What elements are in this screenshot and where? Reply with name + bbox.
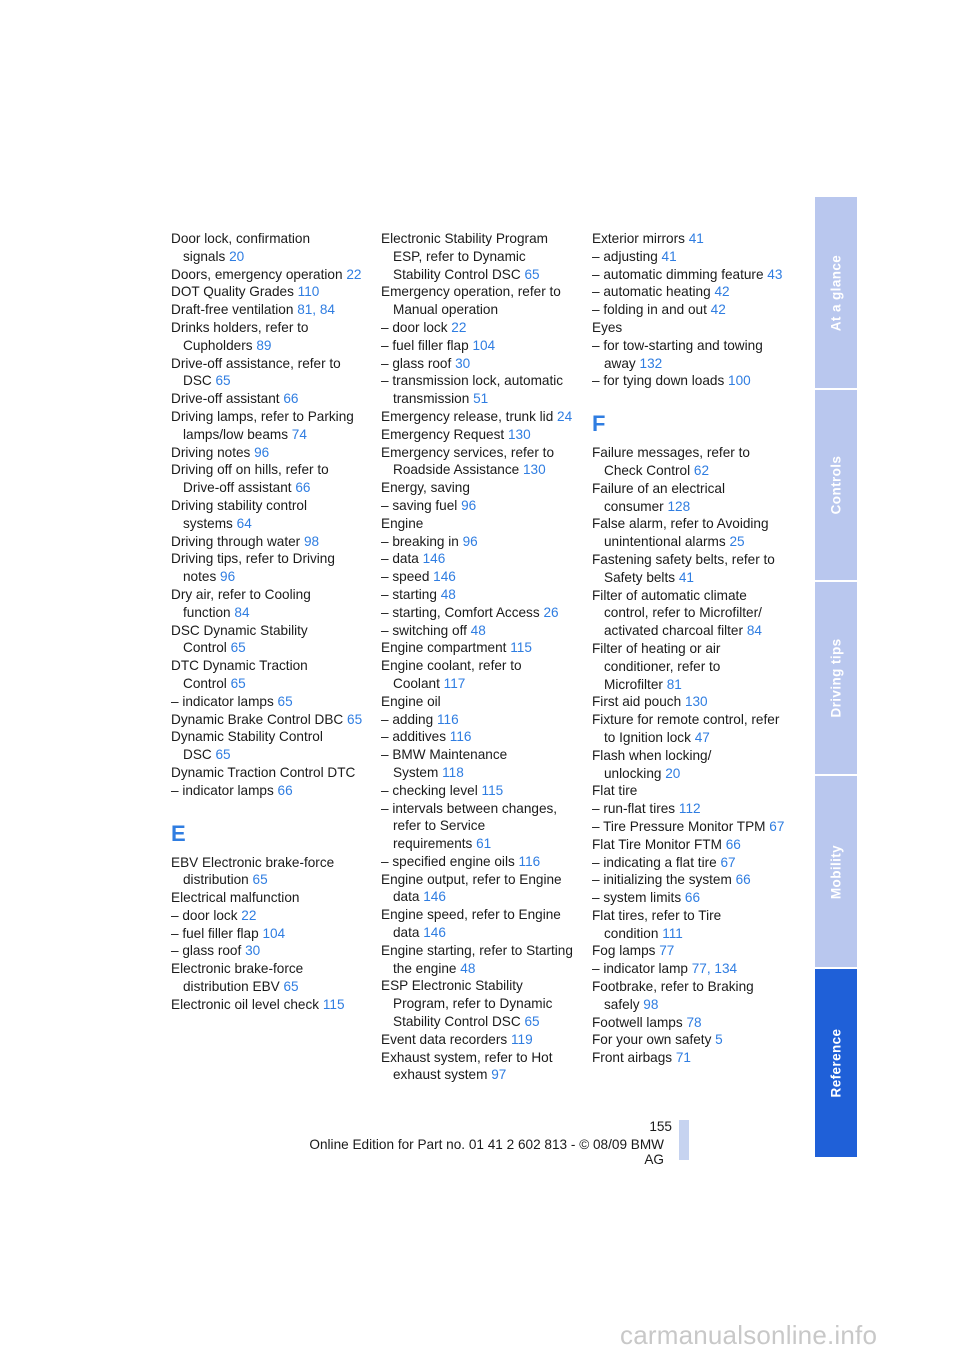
page-reference[interactable]: 62 [693,462,710,478]
entry-term: – specified engine oils [381,853,515,869]
tab-driving-tips[interactable] [815,582,857,774]
entry-term: Draft-free ventilation [171,302,294,318]
index-entry [592,480,788,516]
entry-term: Electronic oil level check [171,996,320,1012]
tab-label: At a glance [828,254,844,331]
index-entry [592,889,788,907]
entry-term: Driving lamps, refer to Parking lamps/low beams [171,408,354,442]
entry-term: Exterior mirrors [592,231,685,246]
page-reference[interactable]: 146 [423,889,446,905]
page-reference[interactable]: 65 [347,711,363,727]
tab-label: Mobility [828,844,844,899]
index-entry [592,747,788,783]
page-reference[interactable]: 65 [215,747,231,763]
entry-term: Drive-off assistance, refer to DSC [171,355,341,389]
entry-term: – initializing the system [592,872,732,888]
entry-term: DOT Quality Grades [171,284,294,300]
entry-term: – for tying down loads [592,373,725,389]
entry-term: – glass roof [381,355,452,371]
index-entry [592,319,788,337]
entry-term: – speed [381,569,430,585]
entry-term: Failure messages, refer to Check Control [592,445,750,478]
index-entry [171,586,363,622]
page-reference[interactable]: 20 [665,765,681,781]
page-reference[interactable]: 47 [694,729,710,745]
index-entry [381,426,577,444]
page-reference[interactable]: 115 [481,782,504,798]
page-reference[interactable]: 96 [461,497,477,513]
index-entry [381,800,577,853]
index-entry [171,283,363,301]
page-reference[interactable]: 115 [322,996,345,1012]
entry-term: – adding [381,711,434,727]
page-reference[interactable]: 48 [440,586,456,602]
page-reference[interactable]: 130 [522,462,546,478]
index-entry [171,960,363,996]
page-reference[interactable]: 119 [510,1031,533,1047]
index-entry [592,711,788,747]
tab-at-a-glance[interactable] [815,197,857,388]
entry-term: DTC Dynamic Traction Control [171,658,308,691]
entry-term: Dynamic Stability Control DSC [171,729,323,763]
page-reference[interactable]: 24 [557,408,573,424]
entry-term: – fuel filler flap [381,337,469,353]
page-reference[interactable]: 30 [245,943,261,959]
entry-term: Emergency release, trunk lid [381,408,554,424]
index-entry [381,533,577,551]
entry-term: – transmission lock, automatic transmission [381,373,564,407]
page-reference[interactable]: 96 [462,533,478,549]
entry-term: Emergency operation, refer to Manual operation [381,284,561,318]
index-entry [171,996,363,1014]
index-entry [381,337,577,355]
index-entry [381,586,577,604]
page-reference[interactable]: 117 [443,675,466,691]
entry-term: – data [381,551,419,567]
index-entry [171,444,363,462]
entry-term: DSC Dynamic Stability Control [171,622,308,656]
page-reference[interactable]: 89 [256,337,272,353]
entry-term: Emergency Request [381,426,505,442]
index-entry [381,479,577,497]
footer-edition-note: Online Edition for Part no. 01 41 2 602 813 - © 08/09 BMW AG [309,1137,664,1167]
entry-term: Electrical malfunction [171,890,300,906]
page-reference[interactable]: 65 [215,373,231,389]
entry-term: – checking level [381,782,478,798]
entry-term: – indicator lamps [171,782,274,798]
entry-term: Flash when locking/ unlocking [592,747,712,781]
index-entry [381,568,577,586]
entry-term: Failure of an electrical consumer [592,480,725,514]
entry-term: Engine starting, refer to Starting the engine [381,942,573,976]
entry-term: Dynamic Brake Control DBC [171,711,344,727]
index-entry [171,266,363,284]
index-entry [171,390,363,408]
index-entry [171,657,363,693]
index-entry [592,283,788,301]
entry-term: Filter of automatic climate control, refer to Microfilter/ activated charcoal filter [592,587,762,639]
page-reference[interactable]: 112 [678,801,701,817]
page-reference[interactable]: 104 [472,337,496,353]
page-reference[interactable]: 111 [662,925,683,941]
index-entry [381,906,577,942]
entry-term: Driving tips, refer to Driving notes [171,551,335,585]
index-entry [381,355,577,373]
entry-term: Engine output, refer to Engine data [381,871,562,905]
index-entry [171,942,363,960]
index-entry [381,622,577,640]
section-letter: E [171,820,186,846]
page-reference[interactable]: 98 [643,996,659,1012]
entry-term: Driving notes [171,444,251,460]
entry-term: Footwell lamps [592,1014,683,1030]
entry-term: Driving through water [171,533,301,549]
index-entry [381,782,577,800]
page-reference[interactable]: 130 [507,426,531,442]
entry-term: Dynamic Traction Control DTC [171,764,356,780]
entry-term: ESP Electronic Stability Program, refer to Dynamic Stability Control DSC [381,978,553,1030]
index-entry [381,746,577,782]
index-entry [171,408,363,444]
index-entry [592,587,788,640]
page-reference[interactable]: 43 [767,266,783,282]
index-entry [381,283,577,319]
section-tabs [815,197,857,1159]
entry-term: – additives [381,729,446,745]
index-entry [381,657,577,693]
entry-term: Dry air, refer to Cooling function [171,586,311,620]
entry-term: Driving stability control systems [171,497,307,531]
entry-term: Door lock, confirmation signals [171,231,311,264]
entry-term: – automatic heating [592,284,711,300]
entry-term: Engine speed, refer to Engine data [381,907,561,941]
page-reference[interactable]: 84 [234,604,250,620]
index-entry [381,515,577,533]
entry-term: Exhaust system, refer to Hot exhaust system [381,1049,553,1083]
page-reference[interactable]: 110 [297,284,320,300]
entry-term: – indicating a flat tire [592,854,717,870]
entry-term: – door lock [171,907,238,923]
index-entry [171,711,363,729]
index-entry [592,444,788,480]
index-entry [171,533,363,551]
tab-label: Driving tips [828,638,844,718]
entry-term: – run-flat tires [592,801,676,817]
index-entry [171,550,363,586]
page-reference[interactable]: 67 [769,818,785,834]
entry-term: Filter of heating or air conditioner, refer to Microfilter [592,640,721,692]
page-reference[interactable]: 22 [241,907,257,923]
page-reference[interactable]: 74 [291,426,307,442]
page-reference[interactable]: 81, 84 [297,302,335,318]
entry-term: Front airbags [592,1050,673,1066]
index-entry [381,942,577,978]
entry-term: Event data recorders [381,1031,508,1047]
entry-term: – fuel filler flap [171,925,259,941]
index-entry [171,889,363,907]
page-reference[interactable]: 116 [518,853,541,869]
index-entry [592,230,788,248]
page-reference[interactable]: 65 [524,1014,540,1030]
index-entry [381,1031,577,1049]
page-reference[interactable]: 66 [735,872,751,888]
index-entry [381,319,577,337]
page-marker-strip [679,1120,689,1160]
index-entry [171,907,363,925]
page-reference[interactable]: 71 [675,1050,691,1066]
page-reference[interactable]: 48 [460,960,476,976]
page-reference[interactable]: 146 [422,551,446,567]
entry-term: – starting, Comfort Access [381,604,540,620]
page-reference[interactable]: 65 [524,266,540,282]
index-entry [171,854,363,890]
entry-term: – starting [381,586,437,602]
index-entry [592,1031,788,1049]
index-entry [381,372,577,408]
entry-term: EBV Electronic brake-force distribution [171,854,335,888]
index-entry [381,728,577,746]
page-reference[interactable]: 100 [728,373,751,389]
page-reference[interactable]: 65 [277,693,293,709]
index-entry [592,1049,788,1067]
page-reference[interactable]: 61 [476,836,492,852]
entry-term: False alarm, refer to Avoiding unintentional alarms [592,516,769,550]
page-reference[interactable]: 26 [543,604,559,620]
index-entry [171,497,363,533]
index-entry [592,978,788,1014]
section-letter: F [592,411,606,437]
tab-reference[interactable] [815,969,857,1157]
index-entry [381,1049,577,1085]
page-reference[interactable]: 130 [684,694,708,710]
page-reference[interactable]: 97 [491,1067,507,1083]
index-entry [381,871,577,907]
index-entry [171,622,363,658]
index-entry [171,925,363,943]
entry-term: Electronic brake-force distribution EBV [171,961,304,995]
page-reference[interactable]: 66 [684,890,701,906]
index-column-2 [381,230,577,1084]
index-entry [592,515,788,551]
index-entry [171,693,363,711]
index-entry [381,604,577,622]
page-reference[interactable]: 96 [220,569,236,585]
index-entry [592,818,788,836]
page-reference[interactable]: 77 [659,943,675,959]
index-entry [592,960,788,978]
index-column-3 [592,230,788,1067]
index-entry [592,693,788,711]
page-reference[interactable]: 146 [433,569,456,585]
page-reference[interactable]: 65 [230,640,246,656]
page-reference[interactable]: 20 [229,248,245,264]
entry-term: Energy, saving [381,480,470,496]
page-reference[interactable]: 5 [715,1032,723,1048]
index-entry [171,728,363,764]
index-entry [592,854,788,872]
entry-term: Fixture for remote control, refer to Ignition lock [592,712,780,745]
index-entry [592,372,788,390]
index-entry [592,942,788,960]
index-entry [171,230,363,266]
entry-term: – folding in and out [592,302,707,318]
page-reference[interactable]: 48 [470,622,486,638]
page-reference[interactable]: 78 [686,1014,702,1030]
index-entry [381,230,577,283]
entry-term: Driving off on hills, refer to Drive-off assistant [171,462,329,496]
page-reference[interactable]: 42 [710,302,726,318]
page-reference[interactable]: 66 [283,391,299,407]
entry-term: Engine [381,515,424,531]
page-reference[interactable]: 84 [746,623,762,639]
page-reference[interactable]: 65 [283,979,299,995]
index-entry [171,319,363,355]
index-entry [592,1014,788,1032]
page-reference[interactable]: 66 [277,782,293,798]
index-entry [381,977,577,1030]
index-entry [381,444,577,480]
page-number: 155 [649,1119,672,1134]
page-reference[interactable]: 77, 134 [691,961,738,977]
tab-label: Reference [828,1028,844,1098]
entry-term: For your own safety [592,1032,712,1048]
index-entry [592,337,788,373]
entry-term: – for tow-starting and towing away [592,337,763,371]
entry-term: – glass roof [171,943,242,959]
entry-term: Flat Tire Monitor FTM [592,836,722,852]
index-entry [381,639,577,657]
page-reference[interactable]: 51 [473,391,489,407]
page-reference[interactable]: 116 [449,729,472,745]
page-reference[interactable]: 128 [667,498,691,514]
page-reference[interactable]: 41 [688,231,704,246]
entry-term: – breaking in [381,533,459,549]
page-reference[interactable]: 22 [346,266,362,282]
page-reference[interactable]: 104 [262,925,286,941]
tab-controls[interactable] [815,390,857,580]
index-entry [381,497,577,515]
page-reference[interactable]: 25 [729,534,745,550]
tab-mobility[interactable] [815,776,857,967]
index-entry [592,836,788,854]
index-entry [592,551,788,587]
index-entry [381,711,577,729]
index-entry [171,782,363,800]
entry-term: – switching off [381,622,467,638]
page-reference[interactable]: 65 [230,675,246,691]
index-entry [381,853,577,871]
entry-term: Engine oil [381,693,441,709]
page-reference[interactable]: 81 [666,676,682,692]
index-entry [171,764,363,782]
page-reference[interactable]: 116 [436,711,459,727]
index-entry [592,871,788,889]
page-reference[interactable]: 146 [423,925,446,941]
entry-term: – Tire Pressure Monitor TPM [592,818,766,834]
entry-term: – automatic dimming feature [592,266,764,282]
entry-term: Emergency services, refer to Roadside Assistance [381,444,555,478]
page-reference[interactable]: 132 [639,355,663,371]
entry-term: – indicator lamp [592,961,688,977]
entry-term: Fastening safety belts, refer to Safety belts [592,551,775,585]
entry-term: Electronic Stability Program ESP, refer to Dynamic Stability Control DSC [381,231,548,282]
index-entry [592,266,788,284]
page-reference[interactable]: 67 [720,854,736,870]
index-entry [592,301,788,319]
entry-term: Drive-off assistant [171,391,280,407]
entry-term: Fog lamps [592,943,656,959]
page-reference[interactable]: 115 [510,640,532,656]
index-entry [381,693,577,711]
page-reference[interactable]: 64 [236,515,252,531]
index-entry [171,355,363,391]
entry-term: Flat tires, refer to Tire condition [592,907,722,941]
page-reference[interactable]: 41 [678,569,694,585]
entry-term: – BMW Maintenance System [381,747,508,780]
entry-term: Eyes [592,319,623,335]
page-reference[interactable]: 42 [714,284,730,300]
page-reference[interactable]: 41 [661,248,677,264]
entry-term: – door lock [381,319,448,335]
page-reference[interactable]: 66 [295,480,311,496]
index-entry [592,640,788,693]
index-entry [171,461,363,497]
entry-term: – intervals between changes, refer to Service requirements [381,800,558,852]
page-reference[interactable]: 22 [451,319,467,335]
entry-term: – saving fuel [381,497,458,513]
entry-term: First aid pouch [592,694,682,710]
tab-label: Controls [828,455,844,515]
page-reference[interactable]: 66 [725,836,741,852]
index-entry [171,301,363,319]
index-column-1 [171,230,363,1014]
entry-term: – indicator lamps [171,693,274,709]
entry-term: – adjusting [592,248,658,264]
entry-term: Flat tire [592,783,638,799]
index-entry [592,248,788,266]
watermark: carmanualsonline.info [620,1320,878,1350]
entry-term: Engine coolant, refer to Coolant [381,658,522,691]
index-entry [592,907,788,943]
entry-term: Drinks holders, refer to Cupholders [171,319,309,353]
index-entry [592,782,788,800]
page-reference[interactable]: 118 [442,764,464,780]
index-entry [381,550,577,568]
index-entry [592,800,788,818]
entry-term: Footbrake, refer to Braking safely [592,979,754,1012]
page-reference[interactable]: 98 [303,533,320,549]
entry-term: – system limits [592,890,682,906]
page-reference[interactable]: 96 [254,444,270,460]
entry-term: Engine compartment [381,640,507,656]
page-reference[interactable]: 65 [252,872,268,888]
index-entry [381,408,577,426]
entry-term: Doors, emergency operation [171,266,343,282]
page-reference[interactable]: 30 [455,355,471,371]
